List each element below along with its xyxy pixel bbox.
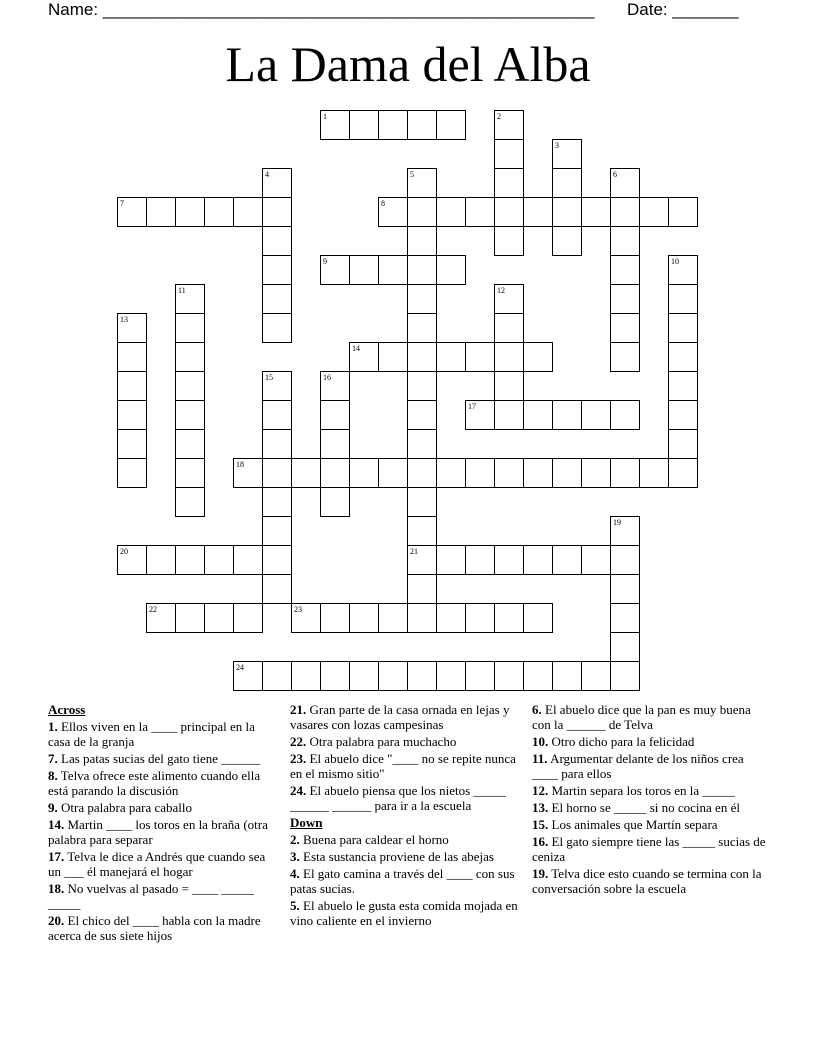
crossword-cell[interactable] — [407, 284, 437, 314]
across-clue: 1. Ellos viven en la ____ principal en la casa de la granja — [48, 719, 255, 749]
crossword-cell[interactable] — [523, 400, 553, 430]
crossword-cell[interactable] — [552, 545, 582, 575]
crossword-cell[interactable] — [407, 110, 437, 140]
crossword-cell[interactable] — [494, 168, 524, 198]
crossword-cell[interactable] — [407, 342, 437, 372]
crossword-cell[interactable] — [175, 371, 205, 401]
crossword-cell[interactable] — [407, 545, 437, 575]
crossword-cell[interactable] — [407, 168, 437, 198]
crossword-cell[interactable] — [262, 168, 292, 198]
down-heading: Down — [290, 815, 323, 830]
crossword-cell[interactable] — [233, 661, 263, 691]
crossword-cell[interactable] — [117, 197, 147, 227]
crossword-cell[interactable] — [436, 342, 466, 372]
crossword-cell[interactable] — [175, 603, 205, 633]
crossword-cell[interactable] — [407, 603, 437, 633]
crossword-cell[interactable] — [117, 458, 147, 488]
page-title: La Dama del Alba — [225, 36, 591, 92]
cell-number: 2 — [497, 112, 501, 121]
crossword-cell[interactable] — [262, 284, 292, 314]
cell-number: 16 — [323, 373, 331, 382]
crossword-cell[interactable] — [262, 516, 292, 546]
crossword-cell[interactable] — [610, 400, 640, 430]
cell-number: 24 — [236, 663, 244, 672]
crossword-cell[interactable] — [581, 197, 611, 227]
crossword-cell[interactable] — [349, 603, 379, 633]
crossword-cell[interactable] — [204, 197, 234, 227]
cell-number: 12 — [497, 286, 505, 295]
crossword-cell[interactable] — [523, 661, 553, 691]
crossword-cell[interactable] — [436, 661, 466, 691]
down-clue: 3. Esta sustancia proviene de las abejas — [290, 849, 494, 864]
crossword-cell[interactable] — [465, 342, 495, 372]
crossword-cell[interactable] — [494, 139, 524, 169]
crossword-cell[interactable] — [610, 603, 640, 633]
crossword-cell[interactable] — [407, 400, 437, 430]
crossword-cell[interactable] — [523, 342, 553, 372]
crossword-cell[interactable] — [581, 400, 611, 430]
cell-number: 15 — [265, 373, 273, 382]
down-clue: 4. El gato camina a través del ____ con sus patas sucias. — [290, 866, 515, 896]
crossword-cell[interactable] — [494, 371, 524, 401]
crossword-cell[interactable] — [465, 197, 495, 227]
crossword-cell[interactable] — [639, 458, 669, 488]
crossword-cell[interactable] — [639, 197, 669, 227]
date-field[interactable]: Date: _______ — [627, 0, 739, 19]
down-clue: 5. El abuelo le gusta esta comida mojada en vino caliente en el invierno — [290, 898, 518, 928]
cell-number: 22 — [149, 605, 157, 614]
crossword-cell[interactable] — [668, 458, 698, 488]
crossword-cell[interactable] — [262, 458, 292, 488]
crossword-cell[interactable] — [552, 168, 582, 198]
crossword-cell[interactable] — [552, 458, 582, 488]
crossword-cell[interactable] — [378, 603, 408, 633]
cell-number: 6 — [613, 170, 617, 179]
crossword-cell[interactable] — [610, 545, 640, 575]
crossword-cell[interactable] — [668, 400, 698, 430]
crossword-cell[interactable] — [204, 545, 234, 575]
crossword-cell[interactable] — [233, 197, 263, 227]
down-clue: 13. El horno se _____ si no cocina en él — [532, 800, 740, 815]
down-clue: 6. El abuelo dice que la pan es muy buena con la ______ de Telva — [532, 702, 751, 732]
crossword-cell[interactable] — [262, 197, 292, 227]
crossword-cell[interactable] — [523, 603, 553, 633]
crossword-cell[interactable] — [175, 458, 205, 488]
cell-number: 21 — [410, 547, 418, 556]
crossword-cell[interactable] — [407, 371, 437, 401]
crossword-cell[interactable] — [320, 371, 350, 401]
across-clue: 9. Otra palabra para caballo — [48, 800, 193, 815]
crossword-cell[interactable] — [610, 516, 640, 546]
crossword-cell[interactable] — [407, 487, 437, 517]
crossword-cell[interactable] — [378, 197, 408, 227]
down-clue: 16. El gato siempre tiene las _____ sucias de ceniza — [532, 834, 766, 864]
crossword-cell[interactable] — [175, 400, 205, 430]
crossword-cell[interactable] — [668, 255, 698, 285]
crossword-cell[interactable] — [436, 458, 466, 488]
crossword-cell[interactable] — [262, 429, 292, 459]
cell-number: 20 — [120, 547, 128, 556]
cell-number: 8 — [381, 199, 385, 208]
crossword-cell[interactable] — [436, 255, 466, 285]
cell-number: 19 — [613, 518, 621, 527]
crossword-cell[interactable] — [668, 429, 698, 459]
cell-number: 5 — [410, 170, 414, 179]
crossword-cell[interactable] — [262, 313, 292, 343]
cell-number: 1 — [323, 112, 327, 121]
crossword-cell[interactable] — [349, 110, 379, 140]
crossword-cell[interactable] — [146, 545, 176, 575]
crossword-cell[interactable] — [494, 661, 524, 691]
across-clue: 23. El abuelo dice "____ no se repite nunca en el mismo sitio" — [290, 751, 516, 781]
crossword-cell[interactable] — [320, 458, 350, 488]
down-clue: 12. Martin separa los toros en la _____ — [532, 783, 735, 798]
crossword-cell[interactable] — [117, 342, 147, 372]
crossword-cell[interactable] — [291, 661, 321, 691]
crossword-cell[interactable] — [668, 371, 698, 401]
crossword-cell[interactable] — [378, 110, 408, 140]
clues-column-2 — [290, 702, 520, 930]
crossword-cell[interactable] — [320, 110, 350, 140]
crossword-cell[interactable] — [668, 197, 698, 227]
crossword-cell[interactable] — [523, 458, 553, 488]
down-clue: 2. Buena para caldear el horno — [290, 832, 449, 847]
crossword-cell[interactable] — [262, 574, 292, 604]
cell-number: 17 — [468, 402, 476, 411]
crossword-cell[interactable] — [610, 284, 640, 314]
crossword-cell[interactable] — [465, 545, 495, 575]
crossword-cell[interactable] — [668, 342, 698, 372]
crossword-cell[interactable] — [552, 661, 582, 691]
crossword-cell[interactable] — [407, 197, 437, 227]
cell-number: 13 — [120, 315, 128, 324]
crossword-cell[interactable] — [610, 574, 640, 604]
crossword-cell[interactable] — [668, 313, 698, 343]
crossword-cell[interactable] — [117, 545, 147, 575]
crossword-cell[interactable] — [117, 400, 147, 430]
crossword-cell[interactable] — [378, 255, 408, 285]
crossword-cell[interactable] — [494, 226, 524, 256]
crossword-cell[interactable] — [146, 603, 176, 633]
cell-number: 11 — [178, 286, 186, 295]
across-clue: 8. Telva ofrece este alimento cuando ella está parando la discusión — [48, 768, 261, 798]
crossword-cell[interactable] — [117, 429, 147, 459]
cell-number: 10 — [671, 257, 679, 266]
across-heading: Across — [48, 702, 86, 717]
crossword-cell[interactable] — [494, 284, 524, 314]
down-clue: 15. Los animales que Martín separa — [532, 817, 718, 832]
cell-number: 4 — [265, 170, 269, 179]
crossword-cell[interactable] — [436, 110, 466, 140]
crossword-cell[interactable] — [494, 400, 524, 430]
cell-number: 18 — [236, 460, 244, 469]
crossword-cell[interactable] — [523, 545, 553, 575]
crossword-cell[interactable] — [291, 603, 321, 633]
crossword-cell[interactable] — [436, 197, 466, 227]
crossword-cell[interactable] — [262, 226, 292, 256]
crossword-cell[interactable] — [610, 226, 640, 256]
crossword-cell[interactable] — [204, 603, 234, 633]
crossword-cell[interactable] — [262, 255, 292, 285]
crossword-cell[interactable] — [494, 313, 524, 343]
crossword-cell[interactable] — [262, 400, 292, 430]
crossword-cell[interactable] — [175, 284, 205, 314]
crossword-cell[interactable] — [117, 371, 147, 401]
crossword-cell[interactable] — [378, 342, 408, 372]
across-clue: 18. No vuelvas al pasado = ____ _____ _____ — [48, 881, 254, 911]
clues-column-1 — [48, 702, 273, 945]
crossword-cell[interactable] — [610, 661, 640, 691]
crossword-cell[interactable] — [175, 197, 205, 227]
crossword-cell[interactable] — [320, 603, 350, 633]
crossword-cell[interactable] — [407, 458, 437, 488]
crossword-cell[interactable] — [436, 545, 466, 575]
cell-number: 7 — [120, 199, 124, 208]
crossword-cell[interactable] — [117, 313, 147, 343]
crossword-cell[interactable] — [407, 226, 437, 256]
crossword-cell[interactable] — [291, 458, 321, 488]
crossword-cell[interactable] — [320, 661, 350, 691]
crossword-cell[interactable] — [262, 371, 292, 401]
crossword-cell[interactable] — [233, 458, 263, 488]
crossword-cell[interactable] — [610, 632, 640, 662]
crossword-cell[interactable] — [378, 458, 408, 488]
across-clue: 20. El chico del ____ habla con la madre acerca de sus siete hijos — [48, 913, 261, 943]
crossword-cell[interactable] — [465, 458, 495, 488]
crossword-cell[interactable] — [320, 255, 350, 285]
across-clue: 17. Telva le dice a Andrés que cuando sea un ___ él manejará el hogar — [48, 849, 266, 879]
crossword-cell[interactable] — [233, 545, 263, 575]
across-clue: 21. Gran parte de la casa ornada en lejas y vasares con lozas campesinas — [290, 702, 510, 732]
crossword-cell[interactable] — [494, 110, 524, 140]
crossword-cell[interactable] — [668, 284, 698, 314]
name-field[interactable]: Name: ____________________________________________________ — [48, 0, 595, 19]
crossword-cell[interactable] — [407, 429, 437, 459]
crossword-cell[interactable] — [407, 516, 437, 546]
crossword-cell[interactable] — [610, 313, 640, 343]
crossword-cell[interactable] — [175, 313, 205, 343]
crossword-cell[interactable] — [581, 661, 611, 691]
crossword-cell[interactable] — [581, 458, 611, 488]
cell-number: 9 — [323, 257, 327, 266]
crossword-cell[interactable] — [523, 197, 553, 227]
crossword-cell[interactable] — [349, 342, 379, 372]
crossword-cell[interactable] — [407, 313, 437, 343]
crossword-cell[interactable] — [465, 400, 495, 430]
crossword-cell[interactable] — [494, 342, 524, 372]
crossword-cell[interactable] — [407, 661, 437, 691]
crossword-cell[interactable] — [610, 197, 640, 227]
crossword-cell[interactable] — [552, 139, 582, 169]
crossword-cell[interactable] — [146, 197, 176, 227]
crossword-cell[interactable] — [581, 545, 611, 575]
across-clue: 14. Martin ____ los toros en la braña (otra palabra para separar — [48, 817, 268, 847]
crossword-cell[interactable] — [378, 661, 408, 691]
crossword-cell[interactable] — [552, 400, 582, 430]
down-clue: 19. Telva dice esto cuando se termina con la conversación sobre la escuela — [532, 866, 762, 896]
crossword-cell[interactable] — [552, 226, 582, 256]
crossword-cell[interactable] — [175, 487, 205, 517]
crossword-cell[interactable] — [349, 661, 379, 691]
crossword-cell[interactable] — [494, 545, 524, 575]
cell-number: 3 — [555, 141, 559, 150]
crossword-cell[interactable] — [494, 603, 524, 633]
crossword-cell[interactable] — [349, 255, 379, 285]
crossword-cell[interactable] — [175, 342, 205, 372]
crossword-cell[interactable] — [320, 429, 350, 459]
down-clue: 11. Argumentar delante de los niños crea ____ para ellos — [532, 751, 744, 781]
crossword-cell[interactable] — [610, 458, 640, 488]
crossword-cell[interactable] — [494, 458, 524, 488]
crossword-cell[interactable] — [262, 661, 292, 691]
crossword-cell[interactable] — [436, 603, 466, 633]
crossword-cell[interactable] — [465, 661, 495, 691]
down-clue: 10. Otro dicho para la felicidad — [532, 734, 695, 749]
crossword-cell[interactable] — [407, 255, 437, 285]
crossword-cell[interactable] — [262, 487, 292, 517]
crossword-cell[interactable] — [175, 429, 205, 459]
crossword-cell[interactable] — [494, 197, 524, 227]
clues-column-3 — [532, 702, 767, 898]
crossword-cell[interactable] — [610, 342, 640, 372]
across-clue: 7. Las patas sucias del gato tiene ______ — [48, 751, 261, 766]
crossword-cell[interactable] — [262, 545, 292, 575]
crossword-cell[interactable] — [465, 603, 495, 633]
across-clue: 22. Otra palabra para muchacho — [290, 734, 457, 749]
crossword-cell[interactable] — [175, 545, 205, 575]
crossword-cell[interactable] — [349, 458, 379, 488]
crossword-cell[interactable] — [552, 197, 582, 227]
crossword-cell[interactable] — [610, 168, 640, 198]
across-clue: 24. El abuelo piensa que los nietos _____ ______ ______ para ir a la escuela — [290, 783, 506, 813]
crossword-cell[interactable] — [610, 255, 640, 285]
crossword-cell[interactable] — [320, 487, 350, 517]
cell-number: 23 — [294, 605, 302, 614]
crossword-cell[interactable] — [233, 603, 263, 633]
cell-number: 14 — [352, 344, 360, 353]
crossword-cell[interactable] — [320, 400, 350, 430]
crossword-cell[interactable] — [407, 574, 437, 604]
